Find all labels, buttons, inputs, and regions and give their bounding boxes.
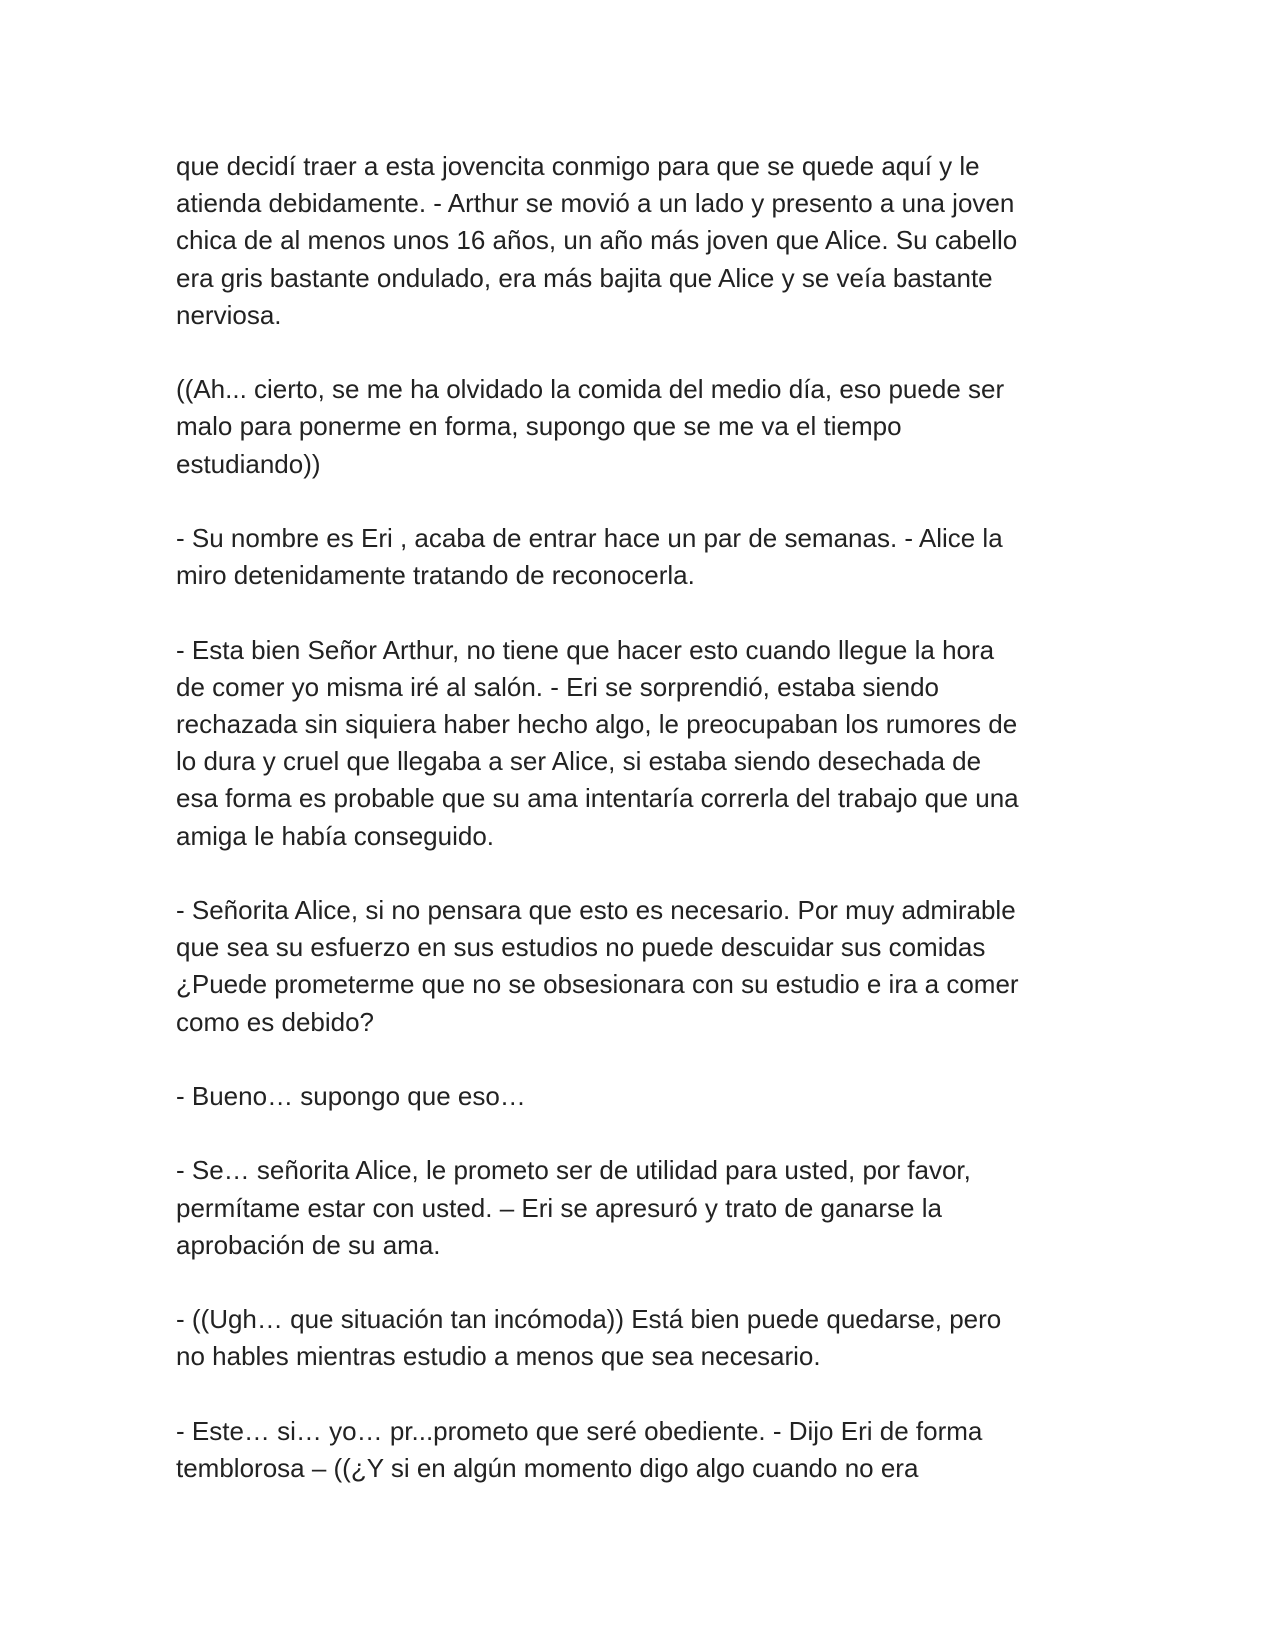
text-line: ¿Puede prometerme que no se obsesionara con su estudio e ira a comer bbox=[176, 969, 1019, 1000]
paragraph bbox=[176, 1413, 1106, 1487]
text-line: lo dura y cruel que llegaba a ser Alice, si estaba siendo desechada de bbox=[176, 746, 982, 777]
text-line: temblorosa – ((¿Y si en algún momento digo algo cuando no era bbox=[176, 1452, 919, 1483]
paragraph bbox=[176, 892, 1106, 1041]
paragraph bbox=[176, 1152, 1106, 1264]
text-line: nerviosa. bbox=[176, 299, 282, 330]
text-line: de comer yo misma iré al salón. - Eri se sorprendió, estaba siendo bbox=[176, 671, 940, 702]
text-line: que decidí traer a esta jovencita conmigo para que se quede aquí y le bbox=[176, 151, 980, 181]
paragraph bbox=[176, 520, 1106, 594]
text-line: - Se… señorita Alice, le prometo ser de utilidad para usted, por favor, bbox=[176, 1155, 971, 1186]
text-line: permítame estar con usted. – Eri se apresuró y trato de ganarse la bbox=[176, 1192, 942, 1223]
paragraph bbox=[176, 148, 1106, 334]
text-line: - Bueno… supongo que eso… bbox=[176, 1081, 526, 1111]
text-line: - Señorita Alice, si no pensara que esto es necesario. Por muy admirable bbox=[176, 895, 1016, 925]
text-line: esa forma es probable que su ama intentaría correrla del trabajo que una bbox=[176, 783, 1019, 814]
text-line: como es debido? bbox=[176, 1006, 375, 1037]
body-text bbox=[176, 148, 1106, 1487]
text-line: era gris bastante ondulado, era más bajita que Alice y se veía bastante bbox=[176, 262, 993, 293]
text-line: malo para ponerme en forma, supongo que se me va el tiempo bbox=[176, 411, 902, 442]
text-line: rechazada sin siquiera haber hecho algo, le preocupaban los rumores de bbox=[176, 709, 1018, 739]
text-line: - ((Ugh… que situación tan incómoda)) Está bien puede quedarse, pero bbox=[176, 1304, 1002, 1335]
text-line: - Esta bien Señor Arthur, no tiene que hacer esto cuando llegue la hora bbox=[176, 634, 995, 665]
paragraph bbox=[176, 1078, 1106, 1115]
text-line: aprobación de su ama. bbox=[176, 1229, 441, 1260]
text-line: - Su nombre es Eri , acaba de entrar hace un par de semanas. - Alice la bbox=[176, 523, 1003, 553]
paragraph bbox=[176, 632, 1106, 855]
text-line: estudiando)) bbox=[176, 448, 321, 479]
text-line: no hables mientras estudio a menos que sea necesario. bbox=[176, 1341, 821, 1372]
paragraph bbox=[176, 1301, 1106, 1375]
text-line: ((Ah... cierto, se me ha olvidado la comida del medio día, eso puede ser bbox=[176, 374, 1005, 405]
text-line: - Este… si… yo… pr...prometo que seré obediente. - Dijo Eri de forma bbox=[176, 1415, 983, 1446]
text-line: miro detenidamente tratando de reconocerla. bbox=[176, 560, 695, 591]
text-line: atienda debidamente. - Arthur se movió a un lado y presento a una joven bbox=[176, 188, 1015, 219]
text-line: chica de al menos unos 16 años, un año más joven que Alice. Su cabello bbox=[176, 225, 1018, 256]
text-line: que sea su esfuerzo en sus estudios no puede descuidar sus comidas bbox=[176, 932, 986, 963]
paragraph bbox=[176, 371, 1106, 483]
text-line: amiga le había conseguido. bbox=[176, 820, 495, 851]
